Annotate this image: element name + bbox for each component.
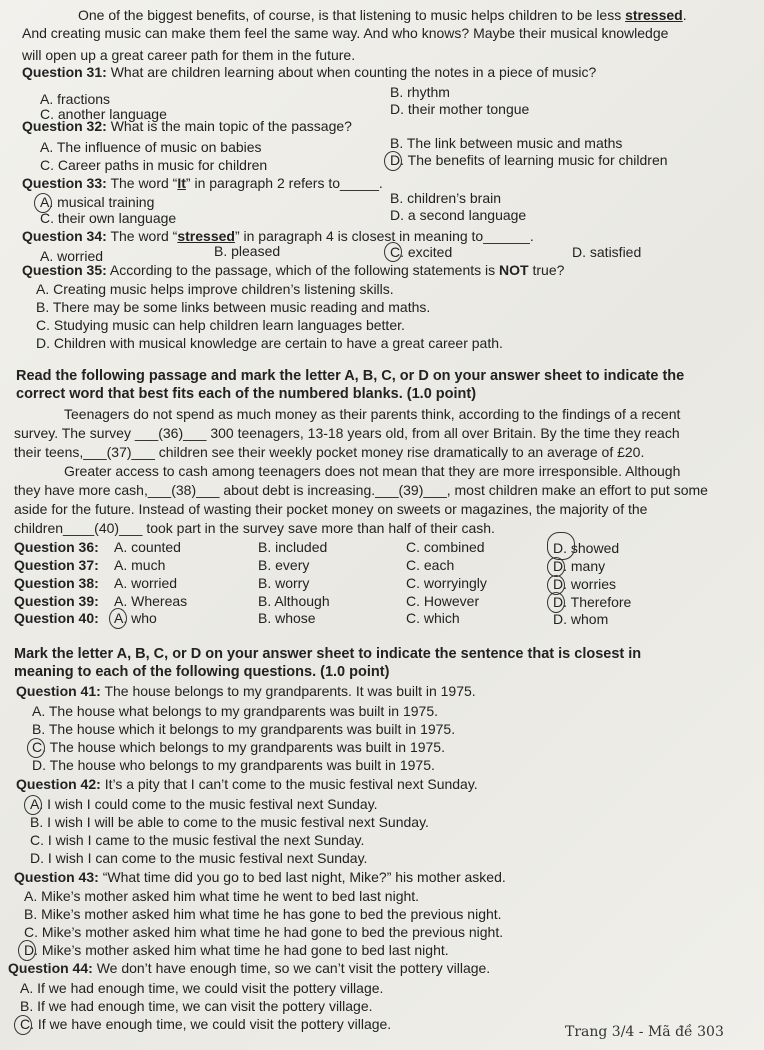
answer-mark-circle — [109, 608, 127, 629]
passage-line-4: Greater access to cash among teenagers does not mean that they are more irresponsible. Although — [64, 463, 681, 479]
q37-option-b[interactable]: B. every — [258, 557, 310, 573]
q31-option-a[interactable]: A. fractions — [40, 91, 111, 107]
q44-option-a[interactable]: A. If we had enough time, we could visit the pottery village. — [20, 980, 384, 996]
question-44: Question 44: We don’t have enough time, so we can’t visit the pottery village. — [8, 960, 491, 976]
q31-option-b[interactable]: B. rhythm — [390, 84, 450, 100]
closest-heading-2: meaning to each of the following questions. (1.0 point) — [14, 664, 390, 680]
q40-option-b[interactable]: B. whose — [258, 610, 316, 626]
q39-option-d[interactable]: D. Therefore — [553, 594, 632, 610]
q40-option-c[interactable]: C. which — [406, 610, 460, 626]
q36-option-d[interactable]: D. showed — [553, 540, 620, 556]
stressed-word: stressed — [625, 7, 683, 23]
question-41: Question 41: The house belongs to my grandparents. It was built in 1975. — [16, 683, 476, 699]
q43-option-d[interactable]: D. Mike’s mother asked him what time he had gone to bed last night. — [24, 942, 449, 958]
answer-mark-circle — [384, 242, 402, 262]
q32-option-d[interactable]: D. The benefits of learning music for children — [390, 152, 668, 168]
intro-line-2: And creating music can make them feel the same way. And who knows? Maybe their musical knowledge — [22, 25, 669, 41]
q41-option-d[interactable]: D. The house who belongs to my grandparents was built in 1975. — [32, 757, 435, 773]
q38-option-a[interactable]: A. worried — [114, 575, 178, 591]
passage-line-7: children____(40)___ took part in the survey save more than half of their cash. — [14, 520, 495, 536]
answer-mark-circle — [547, 532, 575, 560]
passage-line-5: they have more cash,___(38)___ about debt is increasing.___(39)___, most children make an effort to put some — [14, 482, 708, 498]
q34-option-b[interactable]: B. pleased — [214, 243, 281, 259]
intro-line-3: will open up a great career path for them in the future. — [22, 47, 356, 63]
q33-option-a[interactable]: A. musical training — [40, 194, 155, 210]
q42-option-a[interactable]: A. I wish I could come to the music festival next Sunday. — [30, 796, 378, 812]
q41-option-a[interactable]: A. The house what belongs to my grandparents was built in 1975. — [32, 703, 438, 719]
q40-option-d[interactable]: D. whom — [553, 611, 609, 627]
q32-option-b[interactable]: B. The link between music and maths — [390, 135, 623, 151]
answer-mark-circle — [14, 1015, 32, 1035]
passage-line-3: their teens,___(37)___ children see their weekly pocket money rise dramatically to an average of £20. — [14, 444, 645, 460]
answer-mark-circle — [27, 738, 45, 758]
question-34: Question 34: The word “stressed” in paragraph 4 is closest in meaning to______. — [22, 228, 534, 244]
passage-line-1: Teenagers do not spend as much money as their parents think, according to the findings of a recent — [64, 406, 681, 422]
q37-option-a[interactable]: A. much — [114, 557, 166, 573]
answer-mark-circle — [18, 940, 36, 961]
q35-option-a[interactable]: A. Creating music helps improve children’s listening skills. — [36, 281, 394, 297]
q35-option-d[interactable]: D. Children with musical knowledge are certain to have a great career path. — [36, 335, 503, 351]
question-39-label: Question 39: — [14, 593, 99, 609]
question-37-label: Question 37: — [14, 557, 99, 573]
answer-mark-circle — [384, 151, 402, 171]
question-38-label: Question 38: — [14, 575, 99, 591]
q44-option-b[interactable]: B. If we had enough time, we can visit the pottery village. — [20, 998, 373, 1014]
q31-option-d[interactable]: D. their mother tongue — [390, 101, 530, 117]
q35-option-b[interactable]: B. There may be some links between music reading and maths. — [36, 299, 431, 315]
q39-option-a[interactable]: A. Whereas — [114, 593, 188, 609]
cloze-heading-1: Read the following passage and mark the letter A, B, C, or D on your answer sheet to indicate the — [16, 368, 685, 384]
page-footer: Trang 3/4 - Mã đề 303 — [565, 1024, 724, 1040]
passage-line-6: aside for the future. Instead of wasting their pocket money on sweets or magazines, the majority of the — [14, 501, 648, 517]
q34-option-a[interactable]: A. worried — [40, 248, 104, 264]
q43-option-c[interactable]: C. Mike’s mother asked him what time he had gone to bed the previous night. — [24, 924, 504, 940]
question-33: Question 33: The word “It” in paragraph 2 refers to_____. — [22, 175, 383, 191]
q38-option-d[interactable]: D. worries — [553, 576, 617, 592]
q33-option-d[interactable]: D. a second language — [390, 207, 527, 223]
cloze-heading-2: correct word that best fits each of the numbered blanks. (1.0 point) — [16, 386, 477, 402]
answer-mark-circle — [547, 557, 565, 577]
q42-option-c[interactable]: C. I wish I came to the music festival the next Sunday. — [30, 832, 365, 848]
q40-option-a[interactable]: A. who — [114, 610, 157, 626]
question-40-label: Question 40: — [14, 610, 99, 626]
question-36-label: Question 36: — [14, 539, 99, 555]
q42-option-b[interactable]: B. I wish I will be able to come to the music festival next Sunday. — [30, 814, 429, 830]
q38-option-c[interactable]: C. worryingly — [406, 575, 487, 591]
q36-option-a[interactable]: A. counted — [114, 539, 181, 555]
passage-line-2: survey. The survey ___(36)___ 300 teenagers, 13-18 years old, from all over Britain. By the time they reach — [14, 425, 680, 441]
question-35: Question 35: According to the passage, which of the following statements is NOT true? — [22, 262, 565, 278]
intro-line-1: One of the biggest benefits, of course, is that listening to music helps children to be less stressed. — [78, 7, 687, 23]
q33-option-c[interactable]: C. their own language — [40, 210, 177, 226]
answer-mark-circle — [547, 592, 565, 613]
q41-option-c[interactable]: C. The house which belongs to my grandparents was built in 1975. — [32, 739, 445, 755]
q33-option-b[interactable]: B. children’s brain — [390, 190, 502, 206]
question-31: Question 31: What are children learning about when counting the notes in a piece of music? — [22, 64, 597, 80]
q37-option-d[interactable]: D. many — [553, 558, 606, 574]
q36-option-c[interactable]: C. combined — [406, 539, 485, 555]
q39-option-b[interactable]: B. Although — [258, 593, 330, 609]
q36-option-b[interactable]: B. included — [258, 539, 328, 555]
q38-option-b[interactable]: B. worry — [258, 575, 310, 591]
question-43: Question 43: “What time did you go to bed last night, Mike?” his mother asked. — [14, 869, 506, 885]
q37-option-c[interactable]: C. each — [406, 557, 455, 573]
q44-option-c[interactable]: C. If we have enough time, we could visit the pottery village. — [20, 1016, 392, 1032]
question-32: Question 32: What is the main topic of the passage? — [22, 118, 352, 134]
q41-option-b[interactable]: B. The house which it belongs to my grandparents was built in 1975. — [32, 721, 456, 737]
answer-mark-circle — [24, 795, 42, 815]
q39-option-c[interactable]: C. However — [406, 593, 480, 609]
q42-option-d[interactable]: D. I wish I can come to the music festival next Sunday. — [30, 850, 368, 866]
q32-option-c[interactable]: C. Career paths in music for children — [40, 157, 268, 173]
q43-option-a[interactable]: A. Mike’s mother asked him what time he went to bed last night. — [24, 888, 420, 904]
q32-option-a[interactable]: A. The influence of music on babies — [40, 139, 262, 155]
q31-option-c[interactable]: C. another language — [40, 106, 167, 122]
q43-option-b[interactable]: B. Mike’s mother asked him what time he has gone to bed the previous night. — [24, 906, 502, 922]
closest-heading-1: Mark the letter A, B, C, or D on your answer sheet to indicate the sentence that is closest in — [14, 646, 642, 662]
question-42: Question 42: It’s a pity that I can’t come to the music festival next Sunday. — [16, 776, 478, 792]
q35-option-c[interactable]: C. Studying music can help children learn languages better. — [36, 317, 405, 333]
q34-option-d[interactable]: D. satisfied — [572, 244, 642, 260]
q34-option-c[interactable]: C. excited — [390, 244, 453, 260]
